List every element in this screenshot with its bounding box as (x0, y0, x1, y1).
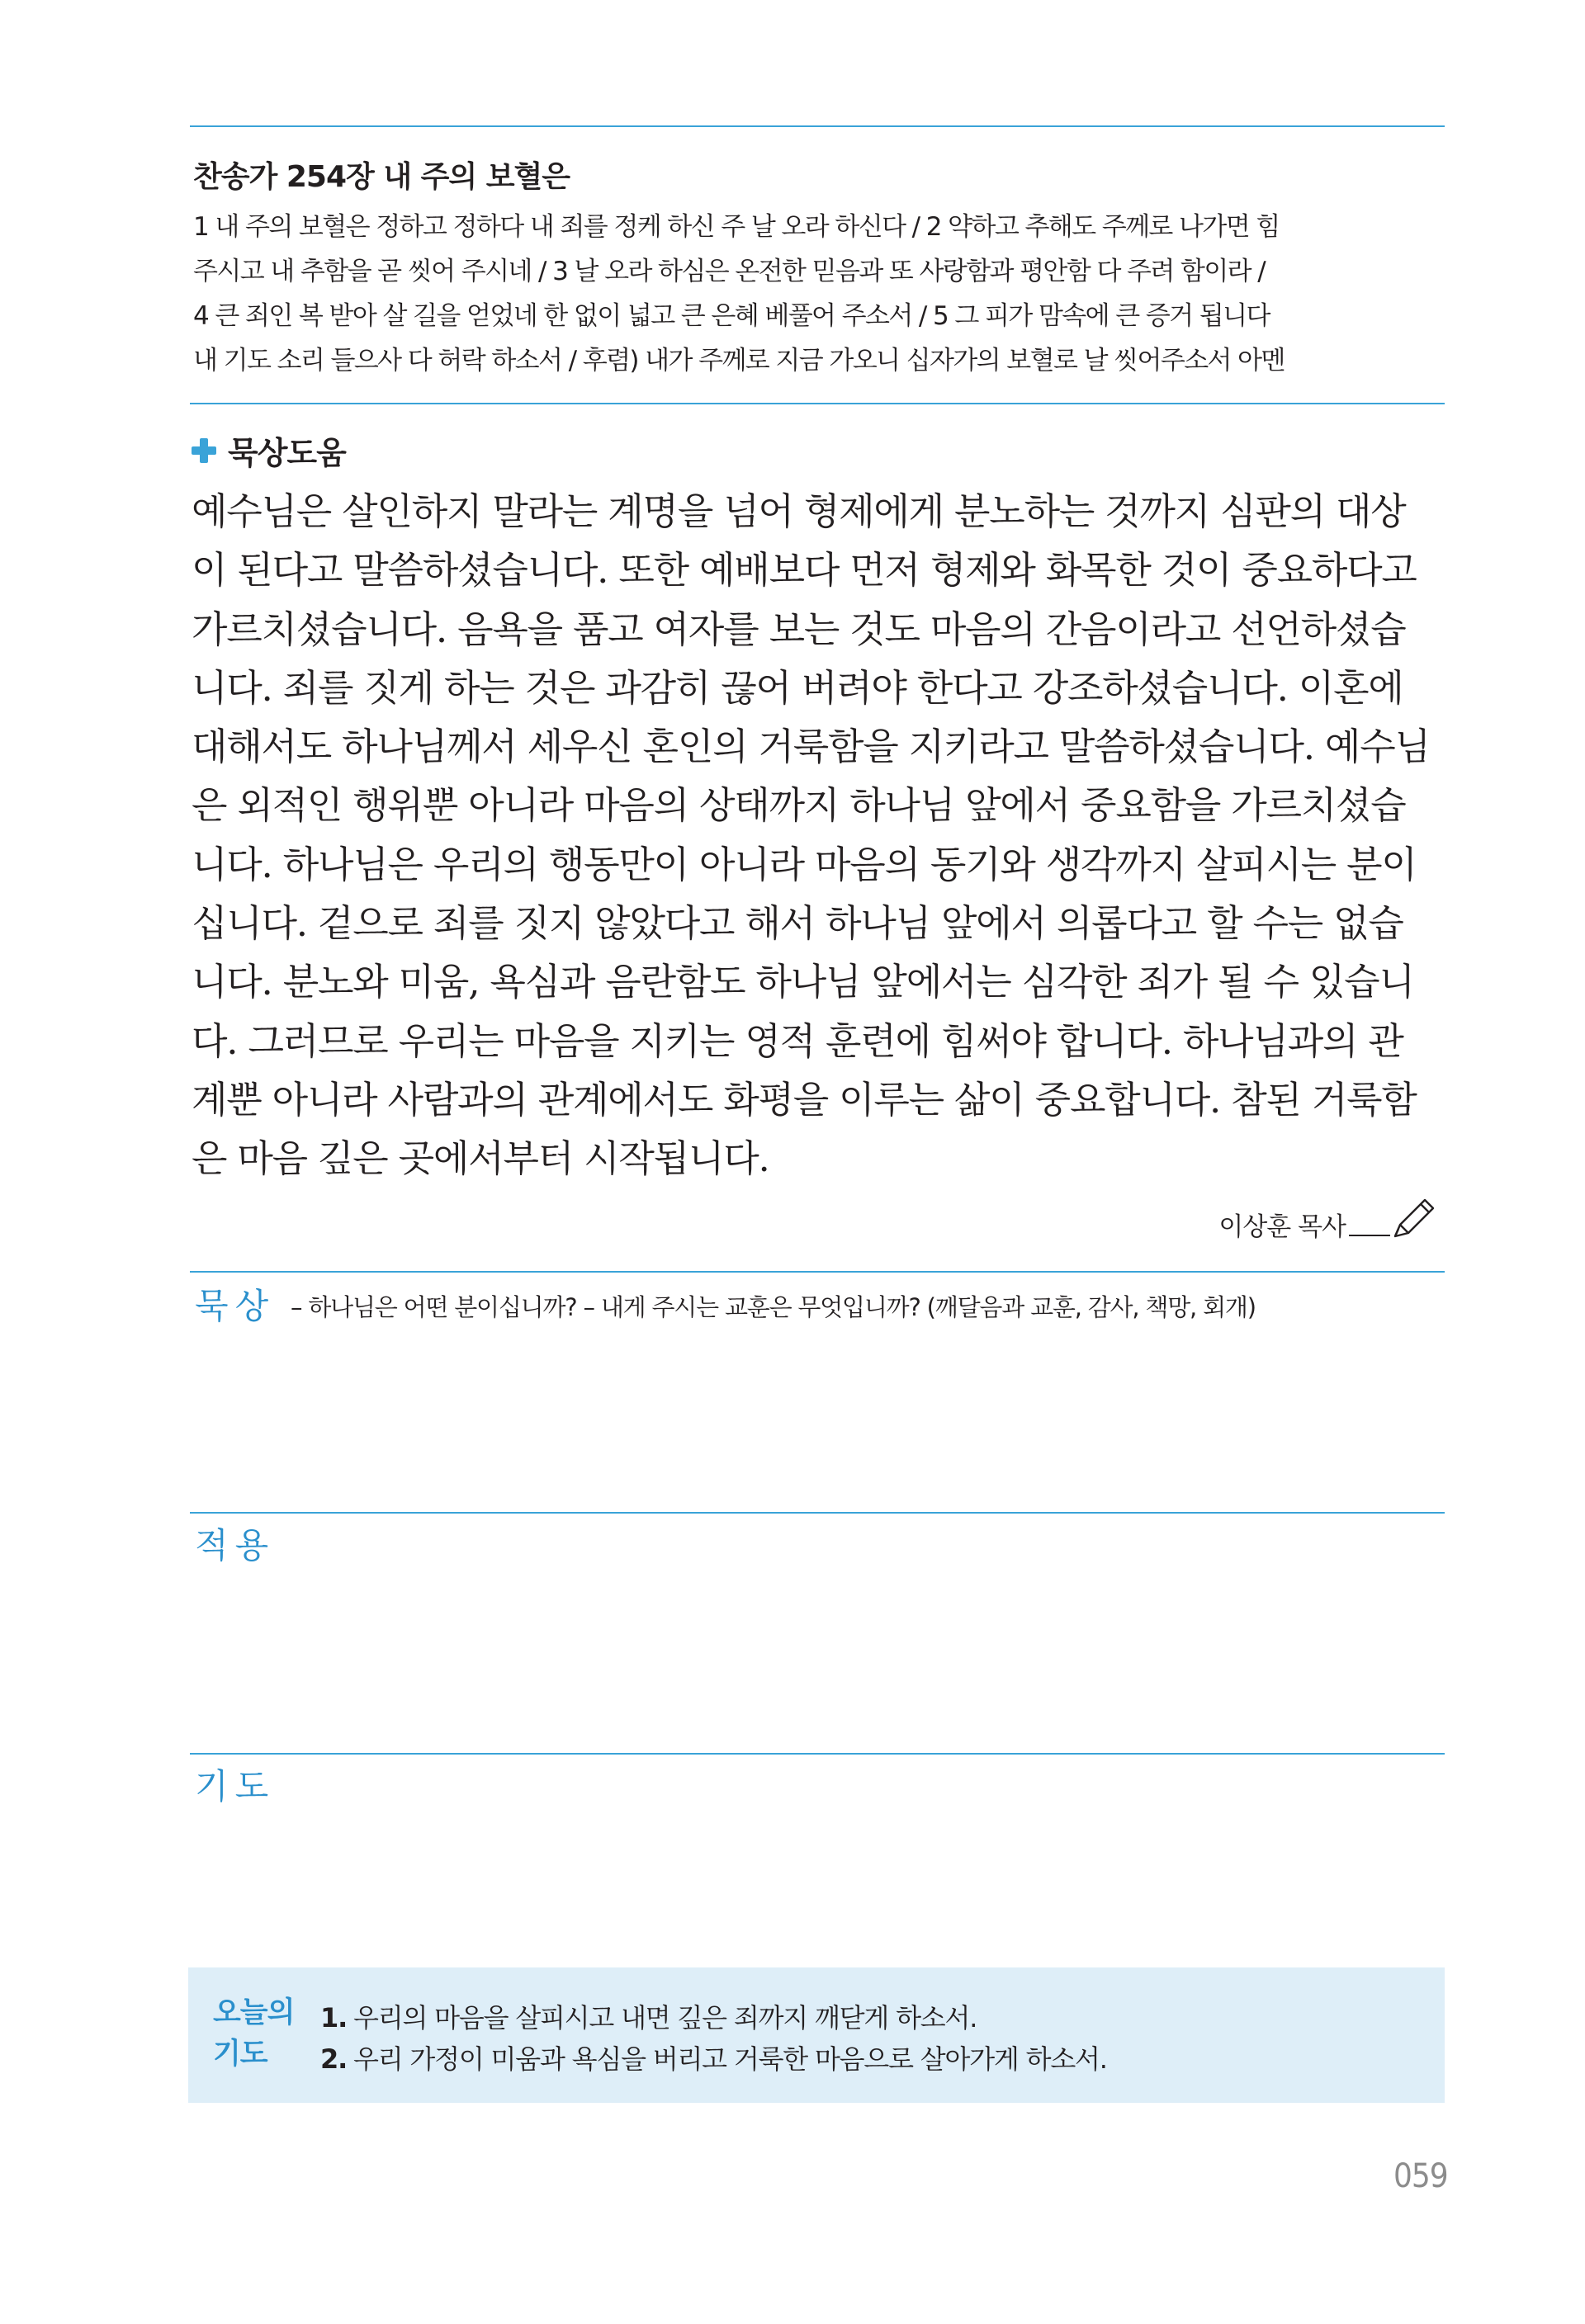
today-prayer-label (213, 1992, 304, 2075)
author-signature (1218, 1195, 1438, 1243)
body-line: 다. 그러므로 우리는 마음을 지키는 영적 훈련에 힘써야 합니다. 하나님과의 관 (192, 1018, 1403, 1063)
hymn-line: 4 큰 죄인 복 받아 살 길을 얻었네 한 없이 넓고 큰 은혜 베풀어 주소서 / 5 그 피가 맘속에 큰 증거 됩니다 (193, 301, 1270, 331)
body-line: 니다. 죄를 짓게 하는 것은 과감히 끊어 버려야 한다고 강조하셨습니다. 이혼에 (192, 665, 1403, 710)
meditation-label: 묵상 (195, 1286, 276, 1326)
hymn-line: 주시고 내 추함을 곧 씻어 주시네 / 3 날 오라 하심은 온전한 믿음과 또 사랑함과 평안함 다 주려 함이라 / (193, 257, 1266, 286)
hymn-title: 찬송가 254장 내 주의 보혈은 (193, 160, 570, 194)
body-line: 이 된다고 말씀하셨습니다. 또한 예배보다 먼저 형제와 화목한 것이 중요하다고 (192, 548, 1417, 593)
prayer-item-text: 우리 가정이 미움과 욕심을 버리고 거룩한 마음으로 살아가게 하소서. (353, 2043, 1107, 2075)
body-line: 가르치셨습니다. 음욕을 품고 여자를 보는 것도 마음의 간음이라고 선언하셨습 (192, 607, 1406, 651)
meditation-questions: – 하나님은 어떤 분이십니까? – 내게 주시는 교훈은 무엇입니까? (깨달음과 교훈, 감사, 책망, 회개) (291, 1293, 1256, 1321)
hymn-lyrics (193, 205, 1440, 383)
page-number: 059 (1393, 2157, 1448, 2195)
body-line: 십니다. 겉으로 죄를 짓지 않았다고 해서 하나님 앞에서 의롭다고 할 수는 없습 (192, 901, 1403, 946)
body-line: 은 외적인 행위뿐 아니라 마음의 상태까지 하나님 앞에서 중요함을 가르치셨습 (192, 783, 1406, 828)
hymn-line: 1 내 주의 보혈은 정하고 정하다 내 죄를 정케 하신 주 날 오라 하신다 / 2 약하고 추해도 주께로 나가면 힘 (193, 212, 1280, 242)
prayer-rule (190, 1753, 1445, 1755)
body-line: 니다. 분노와 미움, 욕심과 음란함도 하나님 앞에서는 심각한 죄가 될 수 있습니 (192, 960, 1414, 1004)
prayer-item-number: 1. (320, 2002, 348, 2034)
hymn-bottom-rule (190, 403, 1445, 404)
body-line: 예수님은 살인하지 말라는 계명을 넘어 형제에게 분노하는 것까지 심판의 대상 (192, 489, 1406, 533)
today-prayer-label-line2: 기도 (213, 2038, 267, 2071)
prayer-item-text: 우리의 마음을 살피시고 내면 깊은 죄까지 깨닫게 하소서. (353, 2002, 977, 2034)
author-name: 이상훈 목사 (1218, 1212, 1346, 1242)
today-prayer-label-line1: 오늘의 (213, 1996, 295, 2029)
today-prayer-list (320, 1997, 1107, 2080)
meditation-rule (190, 1271, 1445, 1273)
prayer-item (320, 1997, 1107, 2038)
body-line: 대해서도 하나님께서 세우신 혼인의 거룩함을 지키라고 말씀하셨습니다. 예수님 (192, 725, 1430, 769)
pencil-icon (1390, 1195, 1438, 1243)
top-rule (190, 125, 1445, 127)
signature-line (1349, 1235, 1390, 1236)
cross-icon (190, 437, 218, 465)
today-prayer-box (188, 1967, 1445, 2103)
meditation-help-header (190, 427, 346, 473)
prayer-item (320, 2038, 1107, 2080)
prayer-item-number: 2. (320, 2043, 348, 2075)
meditation-body (192, 482, 1443, 1188)
application-rule (190, 1512, 1445, 1514)
body-line: 은 마음 깊은 곳에서부터 시작됩니다. (192, 1136, 769, 1181)
application-label: 적용 (195, 1525, 276, 1566)
prayer-label: 기도 (195, 1766, 276, 1807)
body-line: 니다. 하나님은 우리의 행동만이 아니라 마음의 동기와 생각까지 살피시는 분이 (192, 842, 1417, 886)
body-line: 계뿐 아니라 사람과의 관계에서도 화평을 이루는 삶이 중요합니다. 참된 거룩함 (192, 1077, 1417, 1122)
meditation-help-title: 묵상도움 (228, 435, 346, 471)
hymn-line: 내 기도 소리 들으사 다 허락 하소서 / 후렴) 내가 주께로 지금 가오니 십자가의 보혈로 날 씻어주소서 아멘 (193, 346, 1285, 376)
